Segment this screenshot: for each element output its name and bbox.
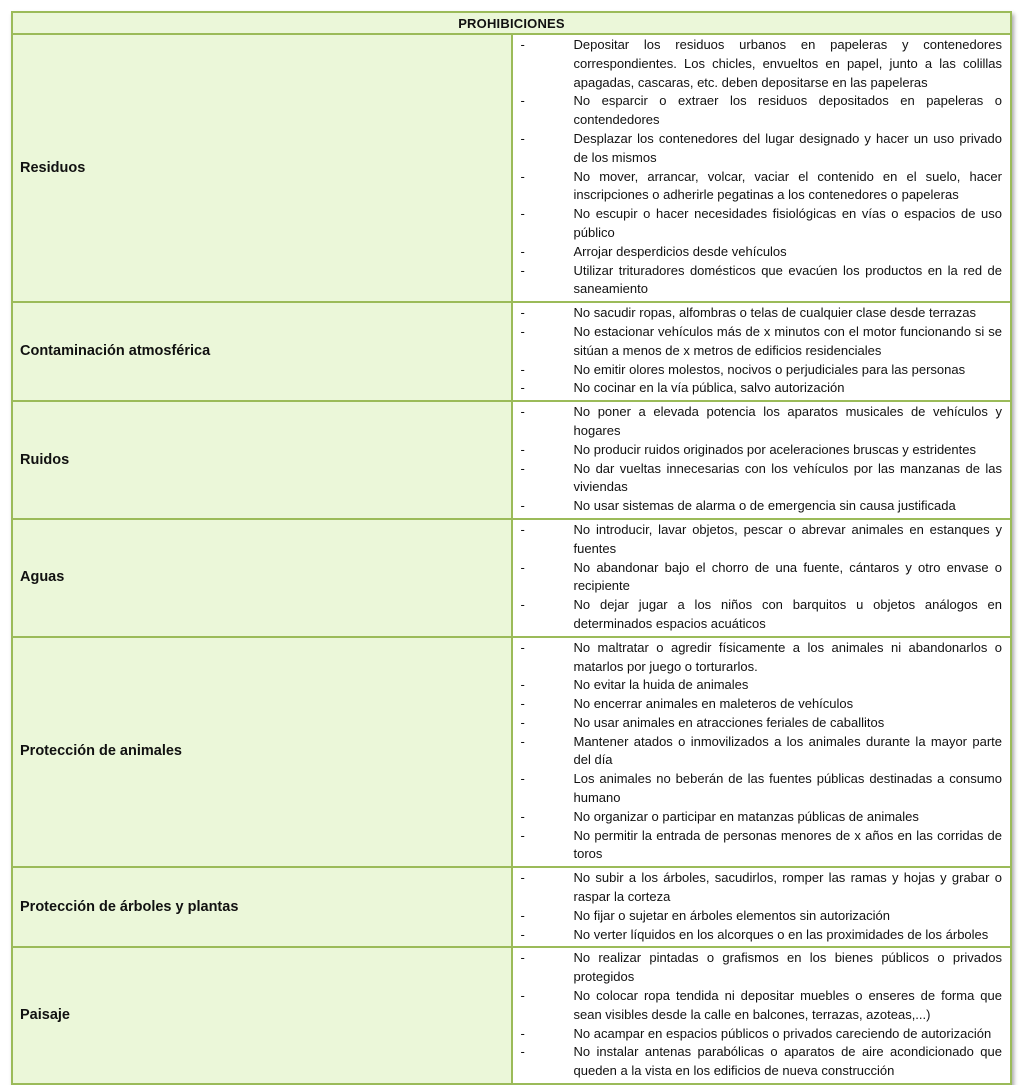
list-item [521,460,1003,498]
prohibiciones-table-container [11,11,1012,1085]
list-item [521,441,1003,460]
prohibition-list [521,521,1003,634]
list-item [521,695,1003,714]
category-cell: Protección de árboles y plantas [12,867,512,947]
list-item [521,869,1003,907]
bullet-dash-icon: - [520,827,525,843]
bullet-dash-icon: - [520,870,525,886]
item-text: No usar animales en atracciones feriales de caballitos [573,714,885,730]
prohibition-list [521,36,1003,299]
item-text: No instalar antenas parabólicas o aparatos de aire acondicionado que queden a la vista en los edificios de nueva construcción [573,1044,1002,1079]
list-item [521,168,1003,206]
bullet-dash-icon: - [520,677,525,693]
list-item [521,205,1003,243]
list-item [521,596,1003,634]
bullet-dash-icon: - [520,323,525,339]
list-item [521,676,1003,695]
category-cell: Aguas [12,519,512,637]
item-text: No dar vueltas innecesarias con los vehículos por las manzanas de las viviendas [573,460,1002,495]
list-item [521,559,1003,597]
item-text: No mover, arrancar, volcar, vaciar el contenido en el suelo, hacer inscripciones o adherirle pegatinas a los contenedores o papeleras [573,168,1002,203]
bullet-dash-icon: - [520,1025,525,1041]
item-text: Arrojar desperdicios desde vehículos [573,243,787,259]
list-item [521,907,1003,926]
item-text: No poner a elevada potencia los aparatos musicales de vehículos y hogares [573,404,1002,438]
bullet-dash-icon: - [520,361,525,377]
table-row [12,867,1011,947]
item-text: No acampar en espacios públicos o privados careciendo de autorización [573,1025,992,1041]
bullet-dash-icon: - [520,597,525,613]
item-text: No subir a los árboles, sacudirlos, romper las ramas y hojas y grabar o raspar la corteza [573,870,1002,905]
list-item [521,304,1003,323]
item-text: Los animales no beberán de las fuentes públicas destinadas a consumo humano [573,771,1002,806]
items-cell [512,302,1012,401]
item-text: No cocinar en la vía pública, salvo autorización [573,380,845,396]
list-item [521,770,1003,808]
category-cell: Protección de animales [12,637,512,868]
bullet-dash-icon: - [520,262,525,278]
bullet-dash-icon: - [520,380,525,396]
bullet-dash-icon: - [520,404,525,420]
list-item [521,949,1003,987]
bullet-dash-icon: - [520,521,525,537]
item-text: No esparcir o extraer los residuos depositados en papeleras o contendedores [573,93,1002,128]
list-item [521,379,1003,398]
items-cell [512,519,1012,637]
bullet-dash-icon: - [520,168,525,184]
item-text: No colocar ropa tendida ni depositar muebles o enseres de forma que sean visibles desde la calle en balcones, terrazas, azoteas,...) [573,988,1002,1022]
list-item [521,403,1003,441]
bullet-dash-icon: - [520,559,525,575]
item-text: Utilizar trituradores domésticos que evacúen los productos en la red de saneamiento [573,262,1002,297]
item-text: No estacionar vehículos más de x minutos con el motor funcionando si se sitúan a menos de x metros de edificios residenciales [573,323,1002,358]
category-cell: Ruidos [12,401,512,519]
list-item [521,361,1003,380]
bullet-dash-icon: - [520,771,525,787]
list-item [521,323,1003,361]
prohibition-list [521,403,1003,516]
item-text: No dejar jugar a los niños con barquitos u objetos análogos en determinados espacios acuáticos [573,597,1002,631]
list-item [521,827,1003,865]
category-cell: Residuos [12,34,512,302]
list-item [521,497,1003,516]
items-cell [512,867,1012,947]
bullet-dash-icon: - [520,808,525,824]
bullet-dash-icon: - [520,696,525,712]
bullet-dash-icon: - [520,243,525,259]
item-text: No abandonar bajo el chorro de una fuente, cántaros y otro envase o recipiente [573,559,1002,594]
item-text: No fijar o sujetar en árboles elementos sin autorización [573,907,891,923]
list-item [521,808,1003,827]
bullet-dash-icon: - [520,733,525,749]
item-text: No realizar pintadas o grafismos en los bienes públicos o privados protegidos [573,950,1002,985]
item-text: Desplazar los contenedores del lugar designado y hacer un uso privado de los mismos [573,130,1002,165]
bullet-dash-icon: - [520,950,525,966]
items-cell [512,947,1012,1084]
bullet-dash-icon: - [520,305,525,321]
list-item [521,926,1003,945]
item-text: Mantener atados o inmovilizados a los animales durante la mayor parte del día [573,733,1002,768]
list-item [521,243,1003,262]
item-text: No escupir o hacer necesidades fisiológicas en vías o espacios de uso público [573,206,1002,240]
item-text: No encerrar animales en maleteros de vehículos [573,696,854,712]
table-row [12,637,1011,868]
item-text: No organizar o participar en matanzas públicas de animales [573,808,919,824]
list-item [521,733,1003,771]
bullet-dash-icon: - [520,926,525,942]
bullet-dash-icon: - [520,907,525,923]
table-row [12,34,1011,302]
table-row [12,302,1011,401]
bullet-dash-icon: - [520,714,525,730]
list-item [521,987,1003,1025]
category-cell: Contaminación atmosférica [12,302,512,401]
bullet-dash-icon: - [520,1044,525,1060]
item-text: No verter líquidos en los alcorques o en las proximidades de los árboles [573,926,989,942]
list-item [521,1043,1003,1081]
bullet-dash-icon: - [520,206,525,222]
list-item [521,521,1003,559]
list-item [521,92,1003,130]
item-text: No sacudir ropas, alfombras o telas de cualquier clase desde terrazas [573,305,976,321]
prohibiciones-table [11,11,1012,1085]
item-text: Depositar los residuos urbanos en papeleras y contenedores correspondientes. Los chicles, envueltos en papel, junto a las colillas apagadas, cascaras, etc. deben depositarse en las papeleras [573,37,1002,90]
item-text: No maltratar o agredir físicamente a los animales ni abandonarlos o matarlos por juego o torturarlos. [573,639,1002,674]
item-text: No emitir olores molestos, nocivos o perjudiciales para las personas [573,361,966,377]
bullet-dash-icon: - [520,441,525,457]
prohibition-list [521,949,1003,1081]
bullet-dash-icon: - [520,460,525,476]
prohibition-list [521,639,1003,865]
table-body [12,34,1011,1084]
table-header-row [12,12,1011,34]
items-cell [512,637,1012,868]
table-row [12,401,1011,519]
items-cell [512,34,1012,302]
table-row [12,519,1011,637]
list-item [521,36,1003,92]
bullet-dash-icon: - [520,93,525,109]
table-row [12,947,1011,1084]
bullet-dash-icon: - [520,988,525,1004]
item-text: No introducir, lavar objetos, pescar o abrevar animales en estanques y fuentes [573,521,1002,556]
table-title: PROHIBICIONES [12,12,1011,34]
bullet-dash-icon: - [520,37,525,52]
list-item [521,639,1003,677]
bullet-dash-icon: - [520,639,525,655]
bullet-dash-icon: - [520,498,525,514]
item-text: No producir ruidos originados por aceleraciones bruscas y estridentes [573,441,976,457]
list-item [521,714,1003,733]
bullet-dash-icon: - [520,130,525,146]
list-item [521,262,1003,300]
prohibition-list [521,869,1003,944]
items-cell [512,401,1012,519]
prohibition-list [521,304,1003,398]
item-text: No permitir la entrada de personas menores de x años en las corridas de toros [573,827,1002,862]
category-cell: Paisaje [12,947,512,1084]
item-text: No usar sistemas de alarma o de emergencia sin causa justificada [573,498,956,514]
list-item [521,1025,1003,1044]
list-item [521,130,1003,168]
item-text: No evitar la huida de animales [573,677,749,693]
